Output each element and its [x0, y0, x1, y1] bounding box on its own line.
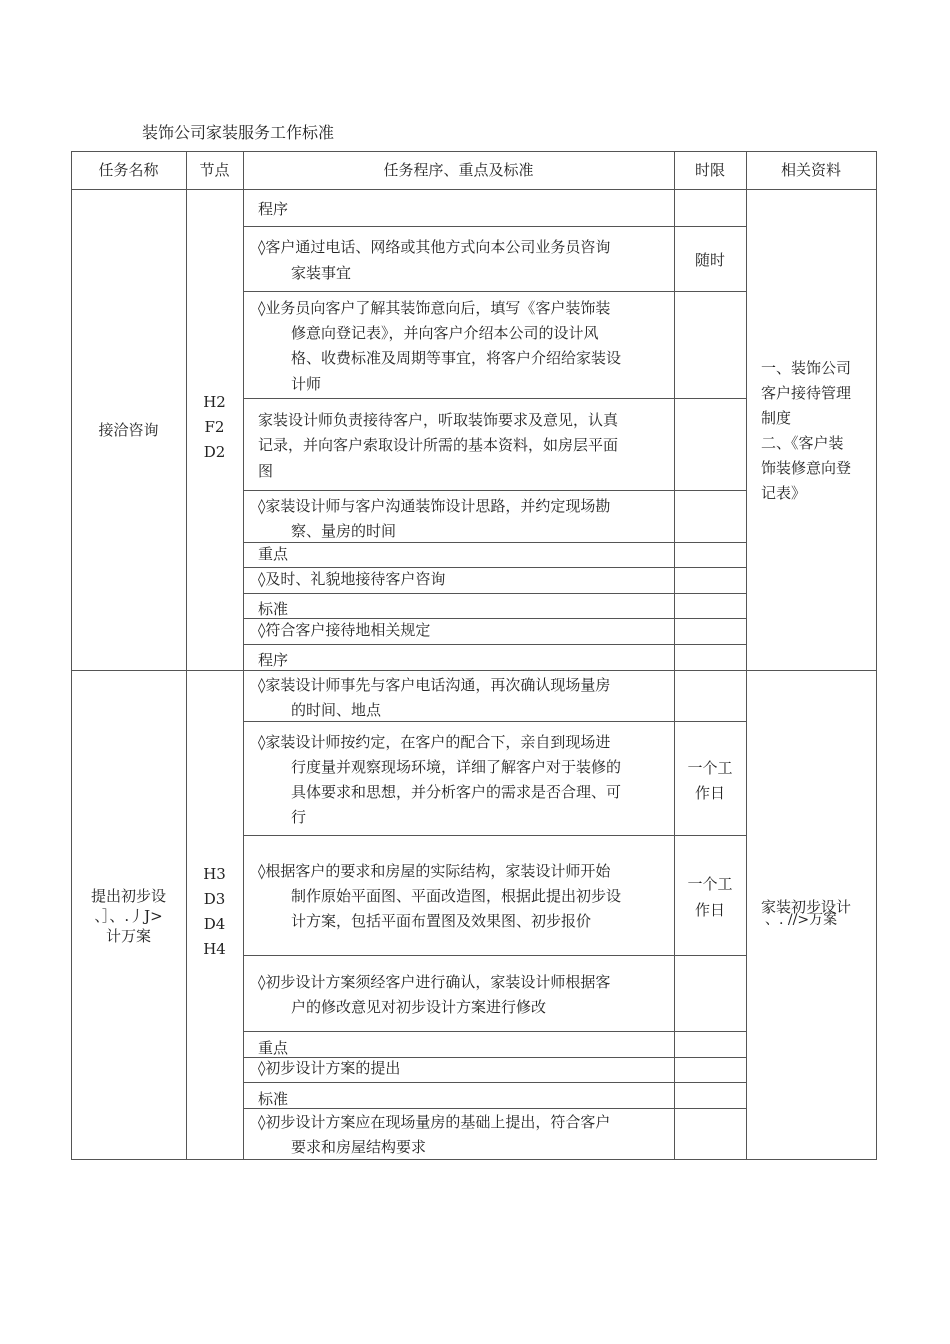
- procedure-step: 计方案，包括平面布置图及效果图、初步报价: [291, 912, 592, 930]
- header-related-docs: 相关资料: [780, 161, 841, 179]
- section-divider: [71, 670, 877, 671]
- related-doc-line: 家装初步设计: [761, 898, 852, 916]
- section-label-procedure: 程序: [258, 200, 289, 218]
- time-limit: 一个工: [687, 759, 733, 777]
- procedure-step: 的时间、地点: [291, 701, 382, 719]
- procedure-step: 制作原始平面图、平面改造图，根据此提出初步设: [291, 887, 622, 905]
- row-divider: [243, 291, 747, 292]
- time-limit: 作日: [694, 901, 725, 919]
- procedure-step: ◊家装设计师事先与客户电话沟通，再次确认现场量房: [258, 676, 611, 694]
- procedure-step: 察、量房的时间: [291, 522, 397, 540]
- row-divider: [243, 490, 747, 491]
- section-label-key-points: 重点: [258, 545, 289, 563]
- related-doc-line: 二、《客户装: [761, 434, 844, 452]
- procedure-step: 修意向登记表》，并向客户介绍本公司的设计风: [291, 324, 599, 342]
- table-border-top: [71, 151, 877, 152]
- procedure-step: 格、收费标准及周期等事宜，将客户介绍给家装设: [291, 349, 622, 367]
- related-doc-line: 、. //>万案: [765, 912, 838, 928]
- procedure-step: ◊根据客户的要求和房屋的实际结构，家装设计师开始: [258, 862, 611, 880]
- row-divider: [243, 398, 747, 399]
- header-row-divider: [71, 189, 877, 190]
- row-divider: [243, 226, 747, 227]
- node-code: D4: [203, 915, 226, 933]
- table-border-right: [876, 151, 877, 1160]
- procedure-step: ◊业务员向客户了解其装饰意向后，填写《客户装饰装: [258, 299, 611, 317]
- document-title: 装饰公司家装服务工作标准: [142, 123, 335, 142]
- procedure-step: ◊初步设计方案须经客户进行确认，家装设计师根据客: [258, 973, 611, 991]
- time-limit: 一个工: [687, 875, 733, 893]
- table-border-bottom: [71, 1159, 877, 1160]
- procedure-step: 户的修改意见对初步设计方案进行修改: [291, 998, 547, 1016]
- column-divider: [186, 151, 187, 1160]
- table-border-left: [71, 151, 72, 1160]
- procedure-step: ◊家装设计师按约定，在客户的配合下，亲自到现场进: [258, 733, 611, 751]
- task-name-preliminary-design: 计万案: [105, 927, 151, 945]
- node-code: H3: [203, 865, 226, 883]
- time-limit: 随时: [694, 251, 725, 269]
- row-divider: [243, 835, 747, 836]
- procedure-step: 行: [291, 808, 307, 826]
- procedure-step: 家装事宜: [291, 264, 352, 282]
- related-doc-line: 饰装修意向登: [761, 459, 852, 477]
- node-code: H4: [203, 940, 226, 958]
- row-divider: [243, 644, 747, 645]
- related-doc-line: 记表》: [761, 484, 807, 502]
- node-code: H2: [203, 393, 226, 411]
- column-divider: [243, 151, 244, 1160]
- task-name-preliminary-design: 提出初步设: [90, 887, 166, 905]
- row-divider: [243, 1108, 747, 1109]
- section-label-standard: 标准: [258, 1090, 289, 1108]
- procedure-step: 家装设计师负责接待客户，听取装饰要求及意见，认真: [258, 411, 619, 429]
- row-divider: [243, 593, 747, 594]
- node-code: D3: [203, 890, 226, 908]
- procedure-step: 行度量并观察现场环境，详细了解客户对于装修的: [291, 758, 622, 776]
- related-doc-line: 客户接待管理: [761, 384, 852, 402]
- related-doc-line: 制度: [761, 409, 792, 427]
- key-point: ◊及时、礼貌地接待客户咨询: [258, 570, 446, 588]
- procedure-step: 具体要求和思想，并分析客户的需求是否合理、可: [291, 783, 622, 801]
- header-task-name: 任务名称: [98, 161, 159, 179]
- related-doc-line: 一、装饰公司: [761, 359, 852, 377]
- node-code: F2: [204, 418, 225, 436]
- header-node: 节点: [199, 161, 230, 179]
- section-label-procedure: 程序: [258, 651, 289, 669]
- standard-item: ◊初步设计方案应在现场量房的基础上提出，符合客户: [258, 1113, 611, 1131]
- procedure-step: 记录，并向客户索取设计所需的基本资料，如房层平面: [258, 436, 619, 454]
- procedure-step: ◊家装设计师与客户沟通装饰设计思路，并约定现场勘: [258, 497, 611, 515]
- key-point: ◊初步设计方案的提出: [258, 1059, 401, 1077]
- task-name-preliminary-design: 、］、.丿J>: [94, 907, 163, 925]
- section-label-standard: 标准: [258, 600, 289, 618]
- procedure-step: ◊客户通过电话、网络或其他方式向本公司业务员咨询: [258, 238, 611, 256]
- procedure-step: 计师: [291, 375, 322, 393]
- column-divider: [674, 151, 675, 1160]
- row-divider: [243, 1031, 747, 1032]
- task-name-consultation: 接洽咨询: [98, 421, 159, 439]
- row-divider: [243, 955, 747, 956]
- standard-item: ◊符合客户接待地相关规定: [258, 621, 431, 639]
- standard-item: 要求和房屋结构要求: [291, 1138, 427, 1156]
- header-time-limit: 时限: [694, 161, 725, 179]
- header-procedure: 任务程序、重点及标准: [383, 161, 534, 179]
- row-divider: [243, 1082, 747, 1083]
- section-label-key-points: 重点: [258, 1039, 289, 1057]
- procedure-step: 图: [258, 462, 274, 480]
- column-divider: [746, 151, 747, 1160]
- node-code: D2: [203, 443, 226, 461]
- time-limit: 作日: [694, 784, 725, 802]
